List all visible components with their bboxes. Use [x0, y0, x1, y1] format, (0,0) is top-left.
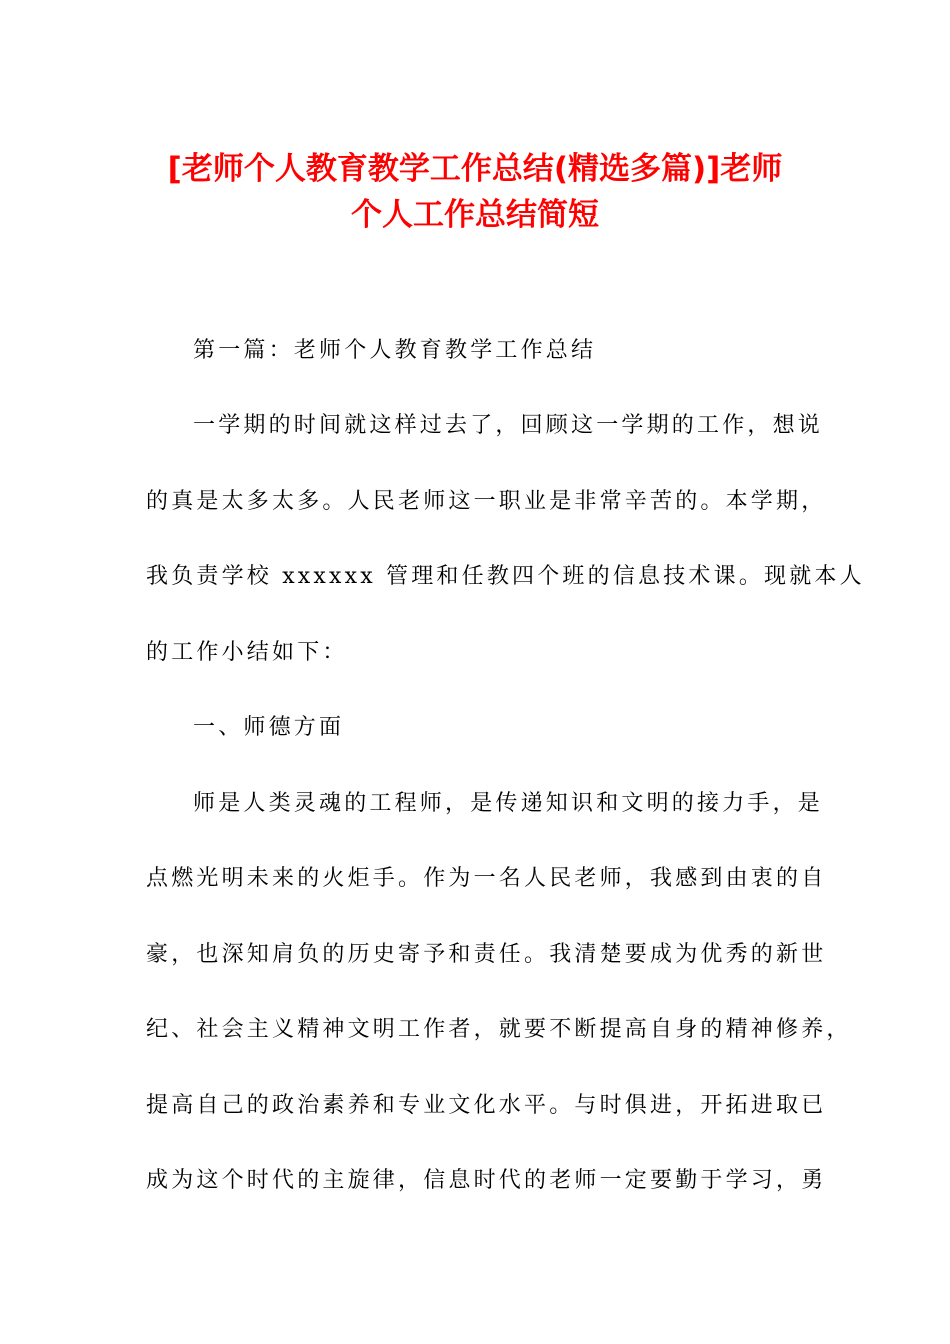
paragraph-line: 成为这个时代的主旋律，信息时代的老师一定要勤于学习，勇: [146, 1168, 827, 1193]
paragraph-line: 提高自己的政治素养和专业文化水平。与时俱进，开拓进取已: [146, 1093, 827, 1118]
paragraph-line: 我负责学校 xxxxxx 管理和任教四个班的信息技术课。现就本人: [146, 564, 865, 589]
paragraph-line: 点燃光明未来的火炬手。作为一名人民老师，我感到由衷的自: [146, 866, 827, 891]
title-line-1: [老师个人教育教学工作总结(精选多篇)]老师: [167, 151, 783, 187]
paragraph-line: 的工作小结如下：: [146, 640, 348, 665]
paragraph-line: 一学期的时间就这样过去了，回顾这一学期的工作，想说: [193, 413, 824, 438]
section-heading-ethics: 一、师德方面: [193, 715, 345, 740]
paragraph-line: 师是人类灵魂的工程师，是传递知识和文明的接力手，是: [193, 791, 824, 816]
paragraph-heading-first-article: 第一篇：老师个人教育教学工作总结: [193, 338, 597, 363]
paragraph-line: 纪、社会主义精神文明工作者，就要不断提高自身的精神修养，: [146, 1017, 852, 1042]
paragraph-line: 豪，也深知肩负的历史寄予和责任。我清楚要成为优秀的新世: [146, 942, 827, 967]
document-title: [120, 146, 830, 238]
paragraph-line: 的真是太多太多。人民老师这一职业是非常辛苦的。本学期，: [146, 489, 827, 514]
title-line-2: 个人工作总结简短: [351, 197, 599, 233]
